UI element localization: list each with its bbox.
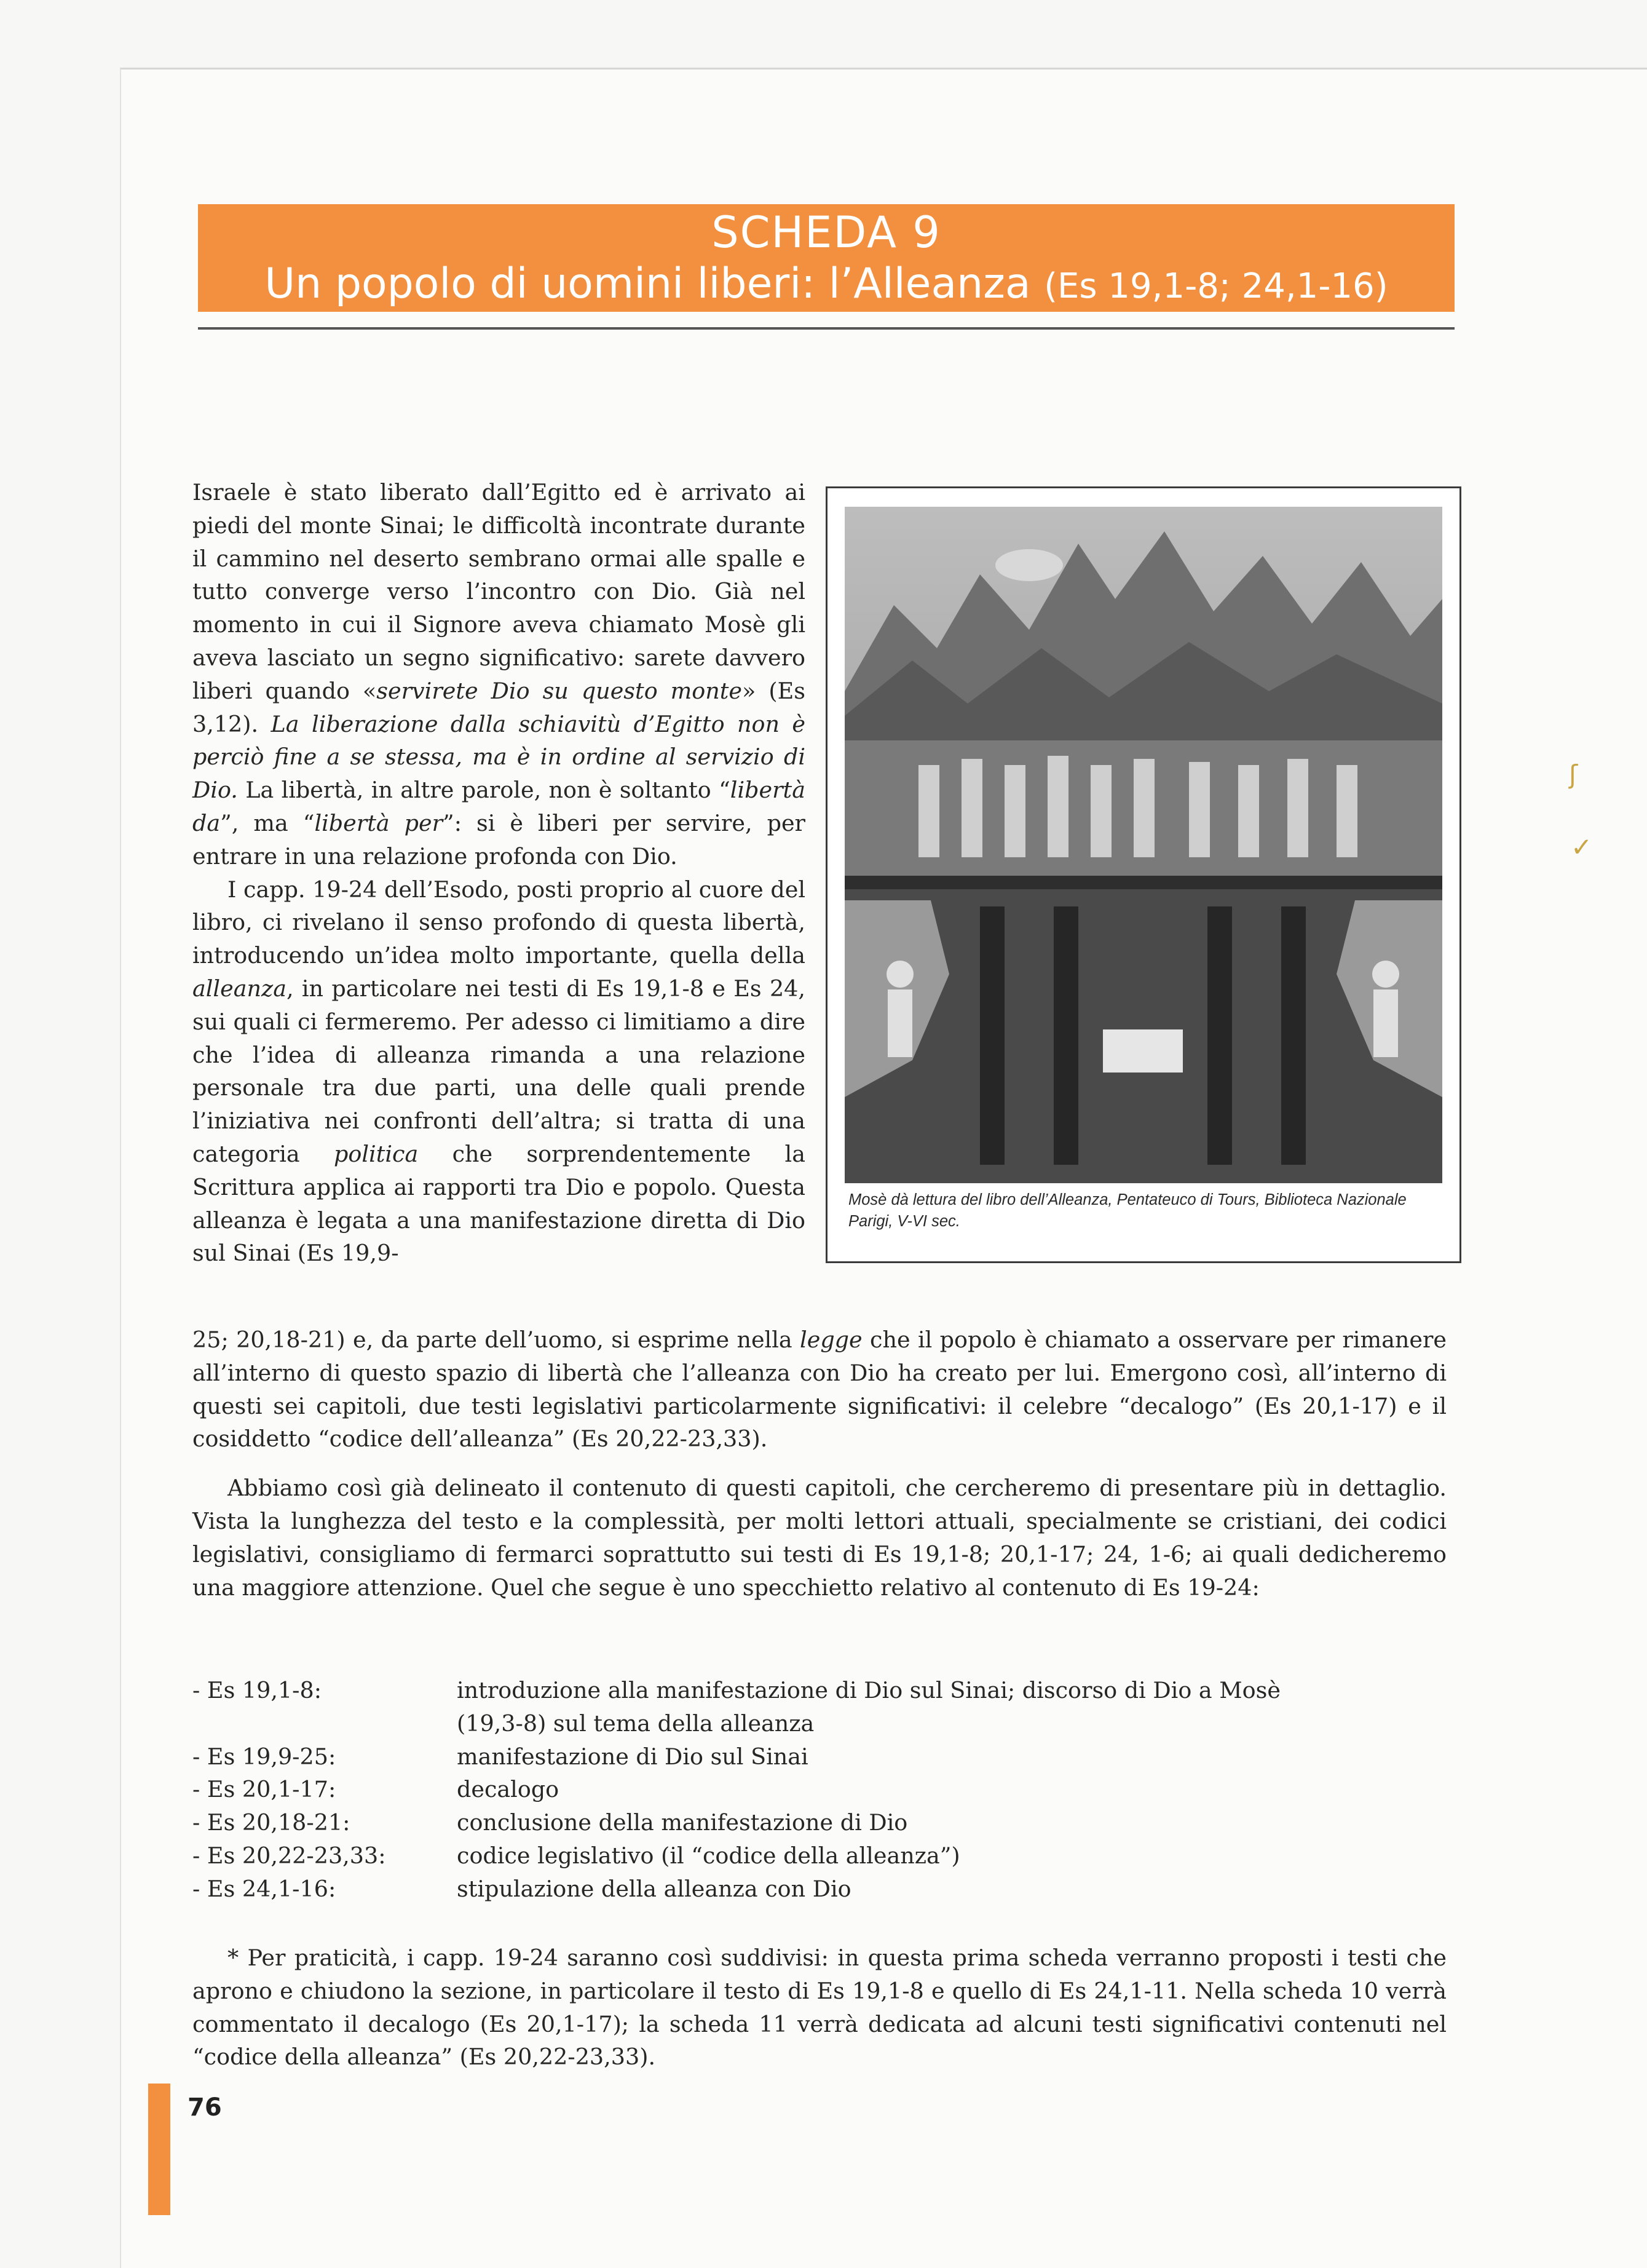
outline-row [192,1873,1447,1906]
italic-run: libertà da [192,777,805,836]
header-rule [198,327,1455,330]
text-run: 25; 20,18-21) e, da parte dell’uomo, si esprime nella [192,1326,800,1353]
scheda-header [198,204,1455,312]
text-run: I capp. 19-24 dell’Esodo, posti proprio al cuore del libro, ci rivelano il senso profondo di questa libertà, introducendo un’idea molto importante, quella della [192,876,805,969]
outline-row [192,1773,1447,1806]
paragraph-2 [192,873,805,1271]
italic-run: legge [800,1326,863,1353]
italic-run: alleanza [192,975,286,1002]
text-run: che il popolo è chiamato a osservare per rimanere all’interno di questo spazio di libertà che l’alleanza con Dio ha creato per lui. Emergono così, all’interno di questi sei capitoli, due testi legislativi particolarmente significativi: il celebre “decalogo” (Es 20,1-17) e il cosiddetto “codice dell’alleanza” (Es 20,22-23,33). [192,1326,1447,1453]
manuscript-illustration [845,507,1442,1183]
scheda-title-ref: (Es 19,1-8; 24,1-16) [1044,266,1388,306]
text-run: La libertà, in altre parole, non è soltanto “ [237,777,730,804]
page-accent-bar [148,2084,170,2215]
italic-run: politica [334,1140,419,1167]
full-width-text [192,1323,1447,1604]
manuscript-figure [826,486,1461,1263]
outline-desc: conclusione della manifestazione di Dio [457,1809,908,1836]
content-outline [192,1674,1447,1906]
left-column-text [192,476,805,1270]
outline-row [192,1740,1447,1774]
text-run: , in particolare nei testi di Es 19,1-8 e Es 24, sui quali ci fermeremo. Per adesso ci limitiamo a dire che l’idea di alleanza rimanda a una relazione personale tra due parti, una delle quali prende l’iniziativa nei confronti dell’altra; si tratta di una categoria [192,975,805,1167]
outline-ref: - Es 24,1-16: [192,1875,336,1902]
scheda-title [198,258,1455,312]
pencil-mark-icon: ʃ [1569,759,1578,790]
text-run: » (Es 3,12). [192,677,805,737]
text-run: ”, ma “ [220,809,315,836]
scheda-title-main: Un popolo di uomini liberi: l’Alleanza [264,260,1031,308]
outline-ref: - Es 19,9-25: [192,1743,336,1770]
italic-run: servirete Dio su questo monte [376,677,743,704]
outline-ref-empty [192,1707,457,1740]
outline-ref: - Es 20,1-17: [192,1776,336,1803]
paragraph-1 [192,476,805,873]
outline-ref: - Es 19,1-8: [192,1677,322,1703]
italic-run: libertà per [314,809,443,836]
text-run: ”: si è liberi per servire, per entrare in una relazione profonda con Dio. [192,809,805,870]
paragraph-3: Abbiamo così già delineato il contenuto di questi capitoli, che cercheremo di presentare più in dettaglio. Vista la lunghezza del testo e la complessità, per molti lettori attuali, specialmente se cristiani, dei codici legislativi, consigliamo di fermarci soprattutto sui testi di Es 19,1-8; 20,1-17; 24, 1-6; ai quali dedicheremo una maggiore attenzione. Quel che segue è uno specchietto relativo al contenuto di Es 19-24: [192,1475,1447,1601]
text-run: che sorprendentemente la Scrittura applica ai rapporti tra Dio e popolo. Questa alleanza è legata a una manifestazione diretta di Dio sul Sinai (Es 19,9- [192,1140,805,1267]
outline-ref: - Es 20,22-23,33: [192,1842,386,1869]
outline-desc: introduzione alla manifestazione di Dio sul Sinai; discorso di Dio a Mosè [457,1677,1281,1703]
outline-desc: decalogo [457,1776,559,1803]
outline-desc: manifestazione di Dio sul Sinai [457,1743,808,1770]
paragraph-2-continued [192,1323,1447,1456]
page-number: 76 [188,2093,222,2122]
outline-row [192,1674,1447,1707]
outline-ref: - Es 20,18-21: [192,1809,350,1836]
figure-caption: Mosè dà lettura del libro dell’Alleanza, Pentateuco di Tours, Biblioteca Nazionale Parigi, V-VI sec. [848,1191,1407,1230]
outline-row [192,1806,1447,1839]
outline-row [192,1707,1447,1740]
outline-desc: codice legislativo (il “codice della alleanza”) [457,1842,960,1869]
outline-desc: (19,3-8) sul tema della alleanza [457,1710,815,1737]
footnote: * Per praticità, i capp. 19-24 saranno così suddivisi: in questa prima scheda verranno proposti i testi che aprono e chiudono la sezione, in particolare il testo di Es 19,1-8 e quello di Es 24,1-11. Nella scheda 10 verrà commentato il decalogo (Es 20,1-17); la scheda 11 verrà dedicata ad alcuni testi significativi contenuti nel “codice della alleanza” (Es 20,22-23,33). [192,1945,1447,2071]
text-run: Israele è stato liberato dall’Egitto ed è arrivato ai piedi del monte Sinai; le difficoltà incontrate durante il cammino nel deserto sembrano ormai alle spalle e tutto converge verso l’incontro con Dio. Già nel momento in cui il Signore aveva chiamato Mosè gli aveva lasciato un segno significativo: sarete davvero liberi quando « [192,479,805,704]
outline-desc: stipulazione della alleanza con Dio [457,1875,851,1902]
outline-row [192,1839,1447,1873]
scheda-number: SCHEDA 9 [711,207,941,258]
italic-run: La liberazione dalla schiavitù d’Egitto non è perciò fine a se stessa, ma è in ordine al servizio di Dio. [192,710,805,804]
checkmark-icon: ✓ [1571,832,1593,862]
